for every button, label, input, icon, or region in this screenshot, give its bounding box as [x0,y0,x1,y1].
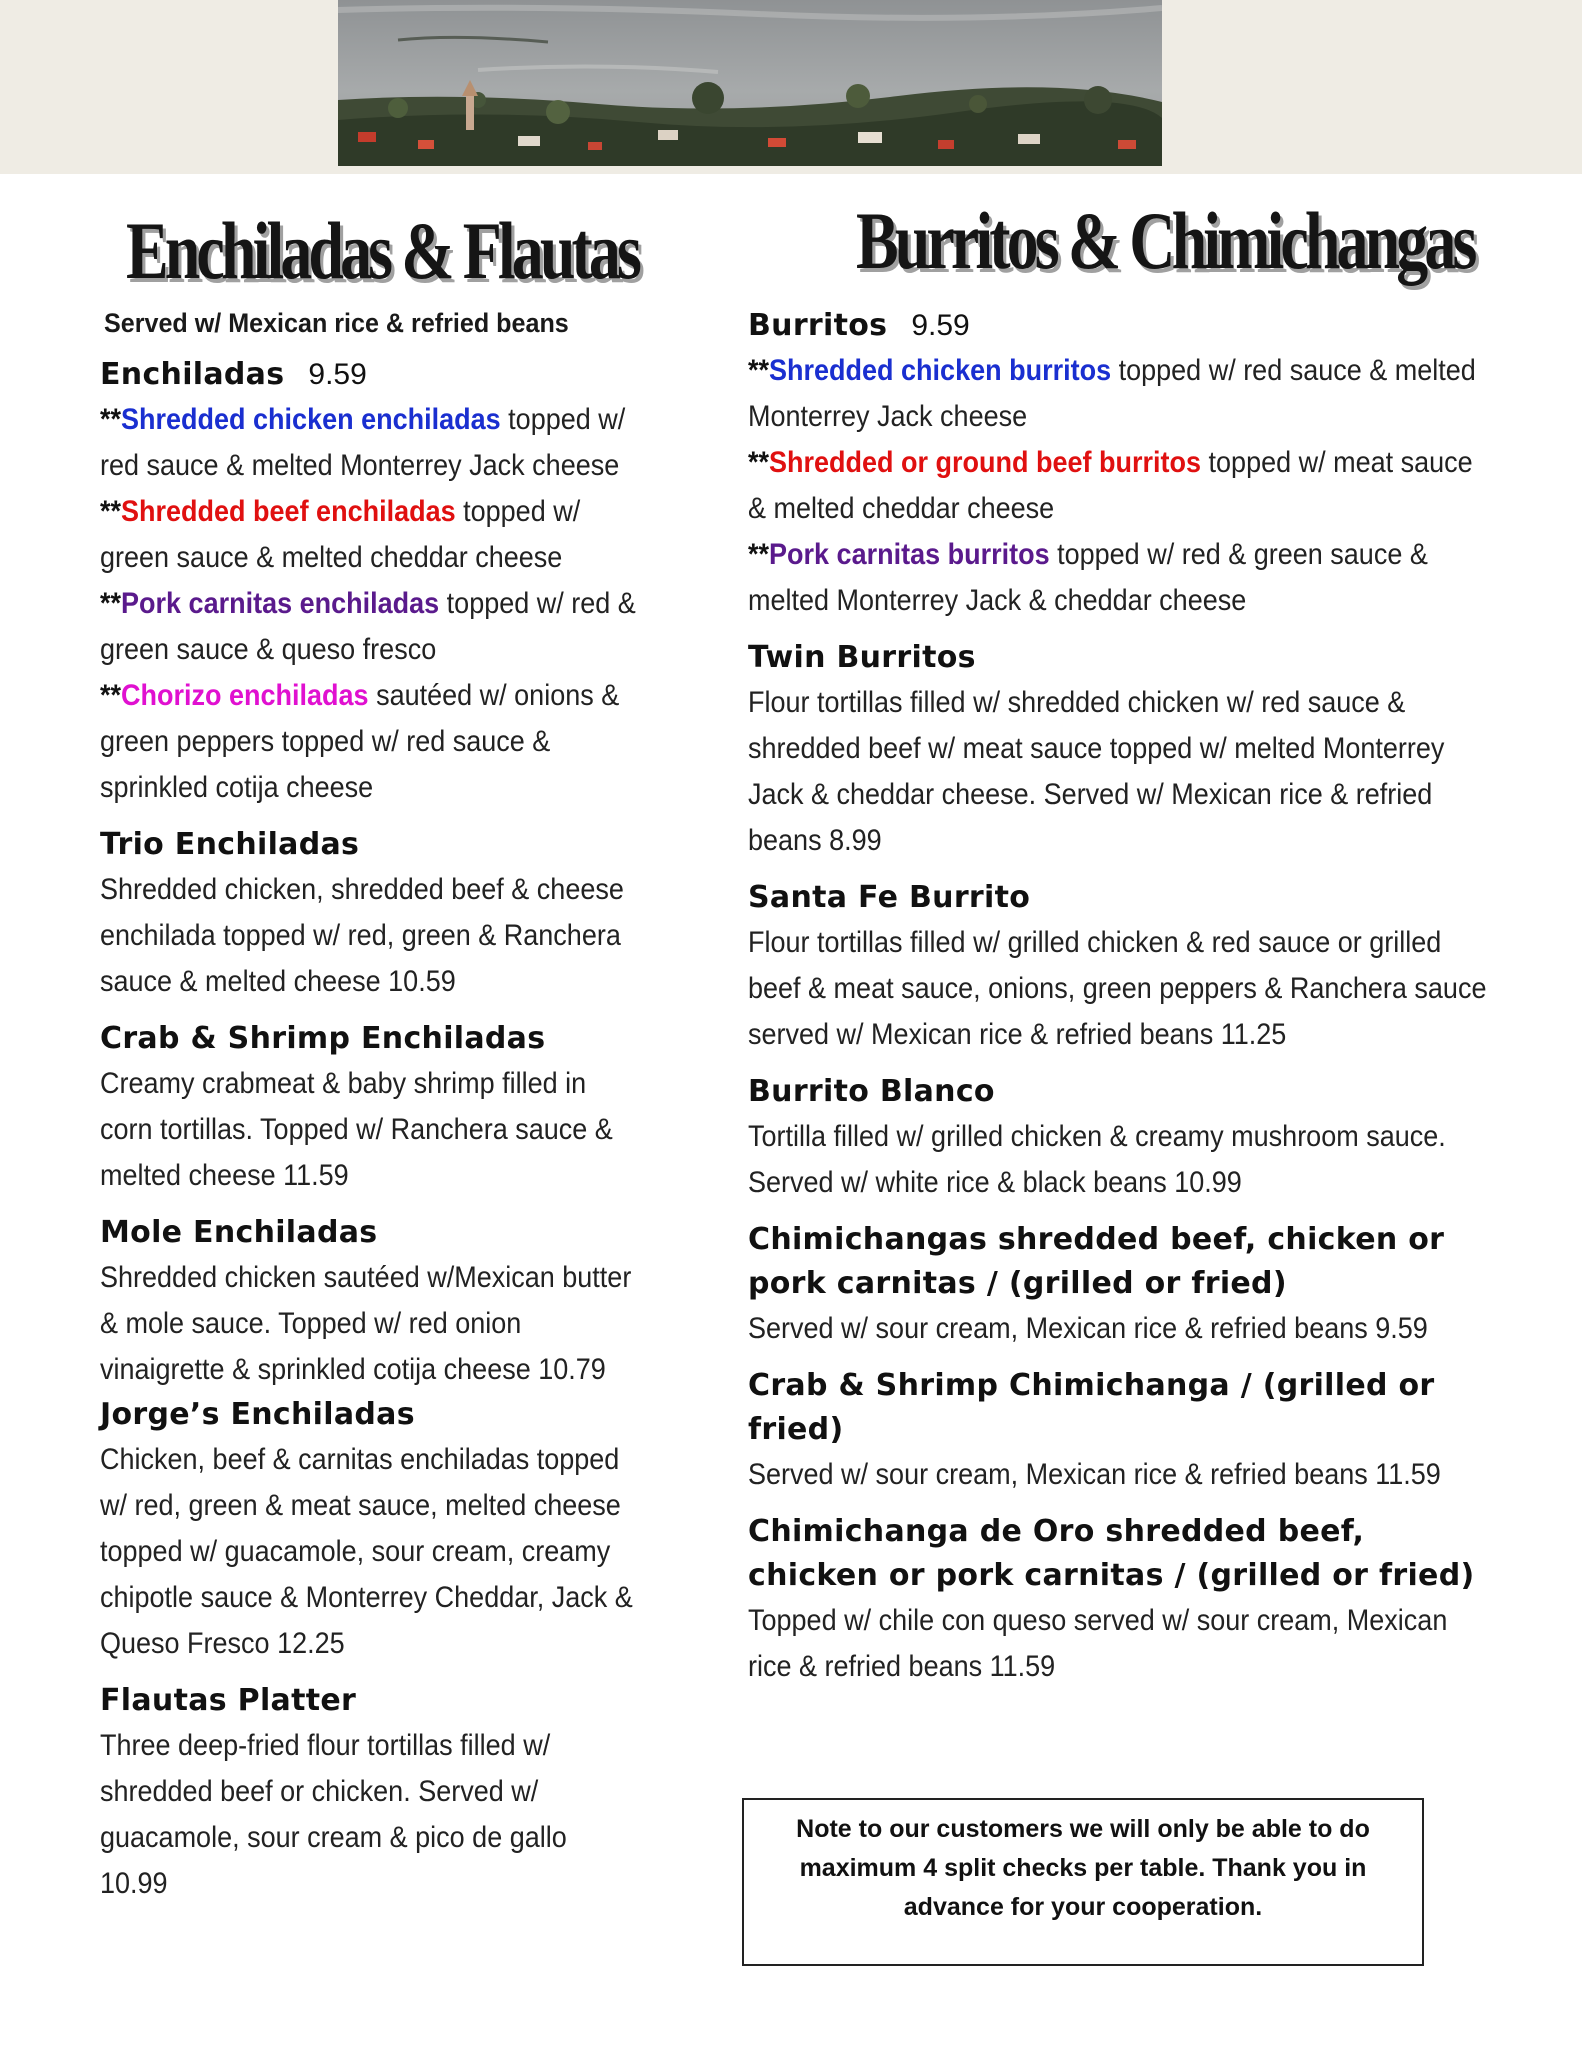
menu-item [748,1364,1488,1498]
variant-text: topped w/ green sauce & melted cheddar cheese [100,495,581,574]
item-price: 9.59 [911,309,970,342]
menu-item [100,1017,640,1199]
enchiladas-flautas-column [100,205,640,1919]
menu-item [748,1218,1488,1352]
item-price: 9.59 [308,358,367,391]
item-name: Santa Fe Burrito [748,880,1031,915]
item-name: Flautas Platter [100,1683,357,1718]
variant-name: Shredded chicken enchiladas [121,403,501,436]
item-name: Chimichangas shredded beef, chicken or pork carnitas / (grilled or fried) [748,1222,1445,1301]
menu-item [100,1393,640,1667]
item-name: Trio Enchiladas [100,827,360,862]
variant [100,397,639,489]
variant-stars: ** [100,495,122,528]
burritos-chimichangas-column [748,195,1488,1702]
item-name: Enchiladas [100,357,285,392]
variant [100,581,639,673]
variant [748,532,1487,624]
menu-item [748,1070,1488,1206]
variant-name: Chorizo enchiladas [121,679,369,712]
item-description: Flour tortillas filled w/ grilled chicken & red sauce or grilled beef & meat sauce, onions, green peppers & Ranchera sauce served w/ Mexican rice & refried beans 11.25 [748,926,1487,1051]
variant-stars: ** [748,354,770,387]
item-name: Mole Enchiladas [100,1215,378,1250]
variant-text: topped w/ red & green sauce & melted Monterrey Jack & cheddar cheese [748,538,1428,617]
variant [100,673,639,811]
item-name: Crab & Shrimp Enchiladas [100,1021,546,1056]
item-description: Chicken, beef & carnitas enchiladas topped w/ red, green & meat sauce, melted cheese topped w/ guacamole, sour cream, creamy chipotle sauce & Monterrey Cheddar, Jack & Queso Fresco 12.25 [100,1443,633,1660]
menu-item [100,1211,640,1393]
item-description: Served w/ sour cream, Mexican rice & refried beans 9.59 [748,1312,1428,1345]
variant-text: topped w/ red sauce & melted Monterrey Jack cheese [748,354,1476,433]
variant-text: topped w/ red & green sauce & queso fresco [100,587,636,666]
variant-name: Shredded chicken burritos [769,354,1112,387]
lake-town-photo [338,0,1162,166]
item-name: Burrito Blanco [748,1074,995,1109]
item-description: Creamy crabmeat & baby shrimp filled in corn tortillas. Topped w/ Ranchera sauce & melted cheese 11.59 [100,1067,613,1192]
item-description: Shredded chicken, shredded beef & cheese enchilada topped w/ red, green & Ranchera sauce & melted cheese 10.59 [100,873,624,998]
item-description: Flour tortillas filled w/ shredded chicken w/ red sauce & shredded beef w/ meat sauce topped w/ melted Monterrey Jack & cheddar cheese. Served w/ Mexican rice & refried beans 8.99 [748,686,1445,857]
variant-stars: ** [100,587,122,620]
item-description: Topped w/ chile con queso served w/ sour cream, Mexican rice & refried beans 11.59 [748,1604,1448,1683]
variant-name: Pork carnitas burritos [769,538,1050,571]
menu-item [748,636,1488,864]
item-name: Jorge’s Enchiladas [100,1397,415,1432]
item-description: Tortilla filled w/ grilled chicken & creamy mushroom sauce. Served w/ white rice & black beans 10.99 [748,1120,1446,1199]
variant [748,348,1487,440]
variant-text: topped w/ red sauce & melted Monterrey Jack cheese [100,403,626,482]
variant [748,440,1487,532]
variant-stars: ** [100,403,122,436]
menu-item-burritos [748,304,1488,624]
section-subtitle: Served w/ Mexican rice & refried beans [104,308,569,338]
item-name: Chimichanga de Oro shredded beef, chicken or pork carnitas / (grilled or fried) [748,1514,1475,1593]
item-name: Twin Burritos [748,640,976,675]
item-name: Burritos [748,308,888,343]
item-description: Three deep-fried flour tortillas filled w/ shredded beef or chicken. Served w/ guacamole, sour cream & pico de gallo 10.99 [100,1729,567,1900]
variant-name: Shredded beef enchiladas [121,495,456,528]
item-name: Crab & Shrimp Chimichanga / (grilled or fried) [748,1368,1435,1447]
variant [100,489,639,581]
menu-item [100,823,640,1005]
section-title: Burritos & Chimichangas [856,195,1474,286]
variant-name: Shredded or ground beef burritos [769,446,1202,479]
menu-item-enchiladas [100,353,640,811]
item-description: Shredded chicken sautéed w/Mexican butter & mole sauce. Topped w/ red onion vinaigrette & sprinkled cotija cheese 10.79 [100,1261,632,1386]
variant-stars: ** [100,679,122,712]
item-description: Served w/ sour cream, Mexican rice & refried beans 11.59 [748,1458,1441,1491]
menu-item [100,1679,640,1907]
section-title: Enchiladas & Flautas [126,205,638,296]
menu-item [748,876,1488,1058]
menu-item [748,1510,1488,1690]
split-checks-note: Note to our customers we will only be able to do maximum 4 split checks per table. Thank you in advance for your cooperation. [742,1798,1424,1966]
variant-text: topped w/ meat sauce & melted cheddar cheese [748,446,1473,525]
variant-name: Pork carnitas enchiladas [121,587,440,620]
variant-text: sautéed w/ onions & green peppers topped w/ red sauce & sprinkled cotija cheese [100,679,620,804]
variant-stars: ** [748,538,770,571]
variant-stars: ** [748,446,770,479]
